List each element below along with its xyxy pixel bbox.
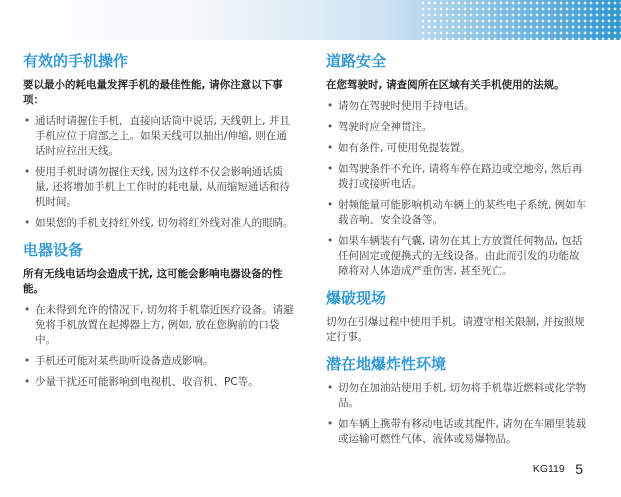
model-name: KG119 [532, 462, 565, 475]
list-item: • 驾驶时应全神贯注。 [327, 121, 433, 133]
bullet-icon: • [327, 121, 334, 133]
page-footer [533, 460, 583, 478]
section-lead: 要以最小的耗电量发挥手机的最佳性能, 请你注意以下事项： [23, 79, 283, 106]
section-title: 潜在地爆炸性环境 [326, 355, 447, 373]
bullet-icon: • [24, 376, 31, 388]
list-item: • 在未得到允许的情况下, 切勿将手机靠近医疗设备。请避免将手机放置在起搏器上方, 例如, 放在您胸前的口袋中。 [24, 304, 294, 346]
bullet-icon: • [24, 355, 31, 367]
section-lead: 在您驾驶时, 请查阅所在区域有关手机使用的法规。 [326, 79, 565, 91]
list-item: • 手机还可能对某些助听设备造成影响。 [24, 355, 214, 367]
banner-dot-pattern [420, 0, 621, 40]
bullet-icon: • [327, 199, 334, 211]
list-item: • 如有条件, 可使用免提装置。 [327, 142, 471, 154]
bullet-list [23, 114, 295, 231]
bullet-icon: • [24, 217, 31, 229]
bullet-icon: • [24, 304, 31, 316]
list-item: • 少量干扰还可能影响到电视机、收音机、PC等。 [24, 376, 259, 388]
list-item: • 射频能量可能影响机动车辆上的某些电子系统, 例如车载音响、安全设备等。 [327, 199, 587, 226]
section-lead: 所有无线电话均会造成干扰, 这可能会影响电器设备的性能。 [23, 268, 283, 295]
section-title: 道路安全 [326, 52, 387, 70]
section-efficient-use [23, 52, 295, 231]
list-item: • 如果车辆装有气囊, 请勿在其上方放置任何物品, 包括任何固定或便携式的无线设备。由此而引发的功能故障将对人体造成严重伤害, 甚至死亡。 [327, 235, 583, 277]
list-item: • 切勿在加油站使用手机, 切勿将手机靠近燃料或化学物品。 [327, 382, 587, 409]
bullet-list [326, 381, 588, 447]
bullet-icon: • [327, 382, 334, 394]
section-explosive-atmosphere [326, 355, 588, 447]
list-item: • 请勿在驾驶时使用手持电话。 [327, 100, 475, 112]
section-title: 有效的手机操作 [23, 52, 129, 70]
section-title: 电器设备 [23, 241, 84, 259]
bullet-icon: • [327, 142, 334, 154]
list-item: • 如车辆上携带有移动电话或其配件, 请勿在车厢里装载或运输可燃性气体、液体或易爆物品。 [327, 418, 587, 445]
section-road-safety [326, 52, 588, 279]
list-item: • 使用手机时请勿握住天线, 因为这样不仅会影响通话质量, 还将增加手机上工作时的耗电量, 从而缩短通话和待机时间。 [24, 166, 290, 208]
list-item: • 通话时请握住手机，直接向话筒中说话, 天线朝上, 并且手机应位于肩部之上。如果天线可以抽出/伸缩, 则在通话时应拉出天线。 [24, 115, 290, 157]
bullet-icon: • [24, 166, 31, 178]
bullet-icon: • [327, 163, 334, 175]
bullet-list [326, 99, 588, 279]
list-item: • 如果您的手机支持红外线, 切勿将红外线对准人的眼睛。 [24, 217, 294, 229]
header-banner [0, 0, 621, 40]
page-number: 5 [575, 460, 583, 477]
section-text: 切勿在引爆过程中使用手机。请遵守相关限制, 并按照规定行事。 [326, 316, 585, 343]
section-blasting-area [326, 289, 588, 345]
bullet-icon: • [327, 100, 334, 112]
bullet-list [23, 303, 295, 390]
bullet-icon: • [24, 115, 31, 127]
bullet-icon: • [327, 418, 334, 430]
section-electronic-devices [23, 241, 295, 390]
right-column [326, 52, 588, 457]
bullet-icon: • [327, 235, 334, 247]
left-column [23, 52, 295, 400]
section-title: 爆破现场 [326, 289, 387, 307]
list-item: • 如驾驶条件不允许, 请将车停在路边或空地旁, 然后再拨打或接听电话。 [327, 163, 583, 190]
